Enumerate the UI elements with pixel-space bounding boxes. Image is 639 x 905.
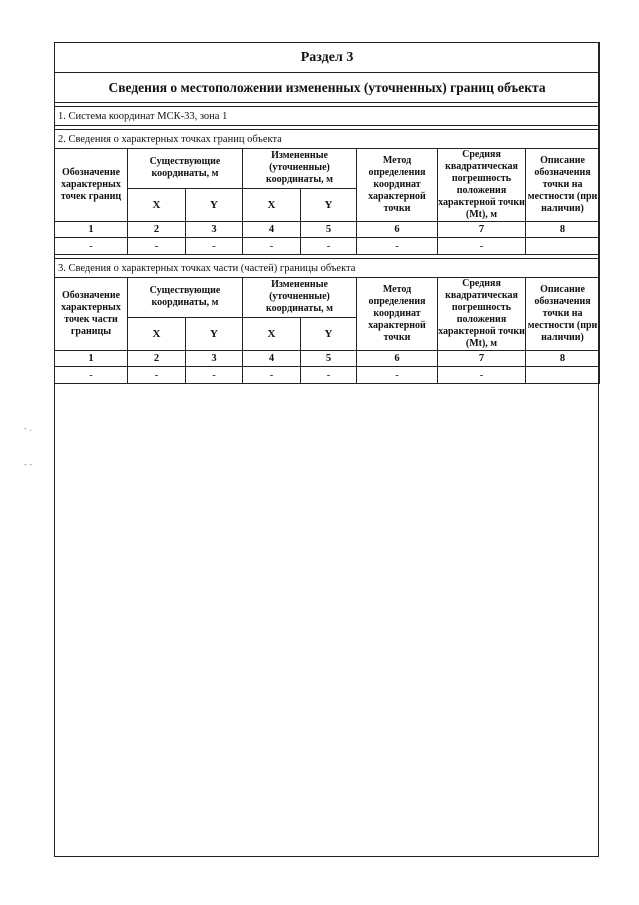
table-cell: - [357,238,438,255]
column-number: 8 [526,351,600,367]
column-number: 5 [301,351,357,367]
column-number: 6 [357,222,438,238]
table-cell: - [128,367,186,384]
column-number: 8 [526,222,600,238]
column-number: 3 [186,222,243,238]
block2-header-designation: Обозначение характерных точек части границы [55,278,128,351]
block1-header-designation: Обозначение характерных точек границ [55,149,128,222]
block1-header-error: Средняя квадратическая погрешность положения характерной точки (Mt), м [438,149,525,220]
block1-header-existing: Существующие координаты, м [128,149,243,189]
column-number: 1 [55,351,128,367]
section-subtitle: Сведения о местоположении измененных (уточненных) границ объекта [55,73,600,103]
table-cell [526,367,600,384]
table-cell: - [301,367,357,384]
block2-header-y-existing: Y [186,317,243,350]
table-cell: - [438,367,526,384]
table-cell: - [128,238,186,255]
block2-header-changed: Измененные (уточненные) координаты, м [243,278,357,318]
column-number: 2 [128,222,186,238]
section-title: Раздел 3 [55,43,600,73]
column-number: 6 [357,351,438,367]
column-number: 3 [186,351,243,367]
block2-header-existing: Существующие координаты, м [128,278,243,318]
table-cell: - [55,367,128,384]
table-cell: - [301,238,357,255]
column-number: 2 [128,351,186,367]
table-cell: - [357,367,438,384]
block2-header-description: Описание обозначения точки на местности (при наличии) [526,278,600,351]
block2-header-error: Средняя квадратическая погрешность положения характерной точки (Mt), м [438,278,525,349]
table-cell: - [55,238,128,255]
block2-header-x-existing: X [128,317,186,350]
block2-value-row [55,367,600,384]
table-cell [526,238,600,255]
table-cell: - [243,367,301,384]
column-number: 7 [438,222,526,238]
column-number: 4 [243,351,301,367]
column-number: 4 [243,222,301,238]
block2-header-x-changed: X [243,317,301,350]
block2-header-y-changed: Y [301,317,357,350]
block2-title: 3. Сведения о характерных точках части (частей) границы объекта [55,259,600,278]
column-number: 1 [55,222,128,238]
margin-mark: - . [24,424,32,433]
block2-number-row [55,351,600,367]
block1-header-description: Описание обозначения точки на местности (при наличии) [526,149,600,222]
block1-header-method: Метод определения координат характерной точки [357,149,438,222]
block1-header-y-changed: Y [301,188,357,221]
table-cell: - [186,367,243,384]
section-table [54,42,600,384]
block1-header-x-changed: X [243,188,301,221]
block1-header-y-existing: Y [186,188,243,221]
block1-value-row [55,238,600,255]
coordinate-system-info: 1. Система координат МСК-33, зона 1 [55,107,600,126]
block1-header-x-existing: X [128,188,186,221]
document-frame [54,42,599,857]
table-cell: - [243,238,301,255]
table-cell: - [186,238,243,255]
block1-title: 2. Сведения о характерных точках границ объекта [55,130,600,149]
column-number: 7 [438,351,526,367]
margin-mark: - - [24,460,33,469]
column-number: 5 [301,222,357,238]
block1-number-row [55,222,600,238]
table-cell: - [438,238,526,255]
block2-header-method: Метод определения координат характерной точки [357,278,438,351]
block1-header-changed: Измененные (уточненные) координаты, м [243,149,357,189]
